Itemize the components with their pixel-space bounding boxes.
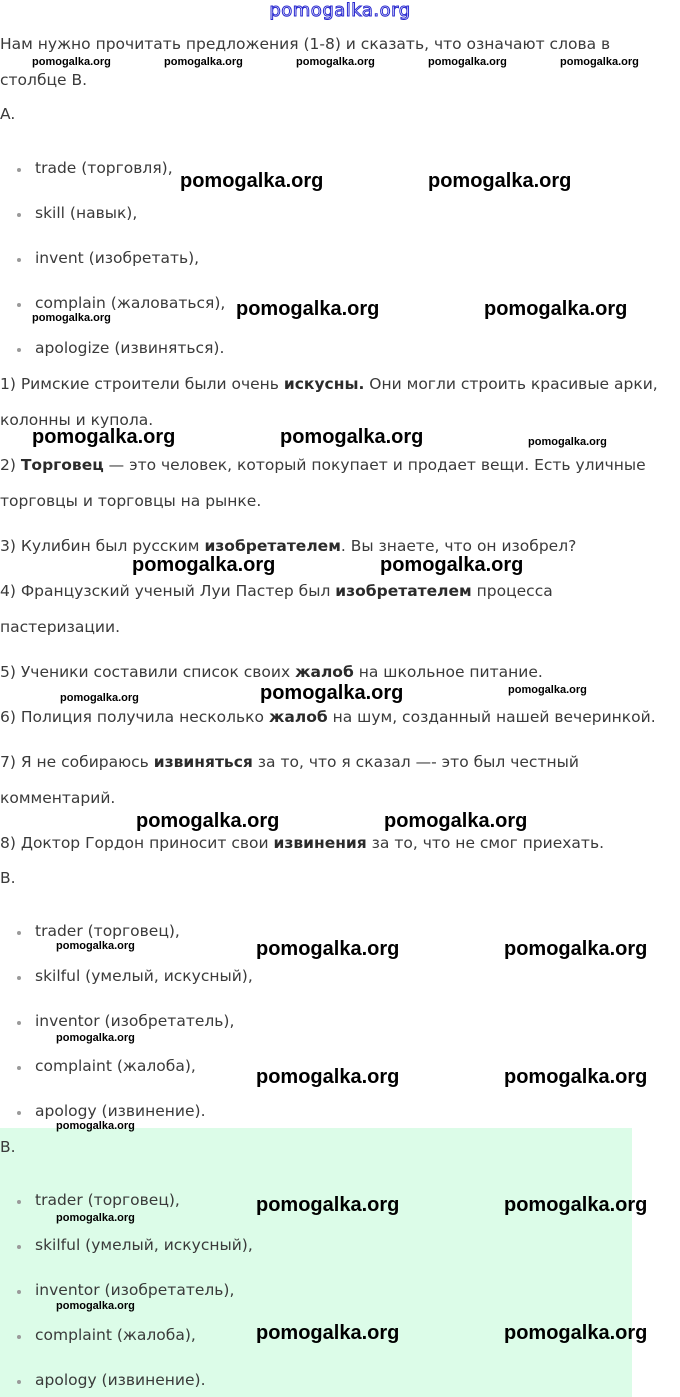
watermark: pomogalka.org [164, 56, 243, 68]
watermark: pomogalka.org [384, 810, 528, 832]
watermark: pomogalka.org [560, 56, 639, 68]
bullet-icon [17, 1290, 21, 1294]
watermark: pomogalka.org [504, 938, 648, 960]
watermark: pomogalka.org [56, 1032, 135, 1044]
bullet-icon [17, 1200, 21, 1204]
list-item: invent (изобретать), [35, 249, 200, 267]
sentence-5: 5) Ученики составили список своих жалоб на школьное питание. [0, 663, 543, 681]
bullet-icon [17, 1111, 21, 1115]
bullet-icon [17, 1066, 21, 1070]
bullet-icon [17, 1021, 21, 1025]
list-item: skill (навык), [35, 204, 138, 222]
watermark: pomogalka.org [428, 170, 572, 192]
intro-text-line2: столбце В. [0, 71, 88, 89]
watermark: pomogalka.org [504, 1066, 648, 1088]
watermark: pomogalka.org [256, 1194, 400, 1216]
list-item: apology (извинение). [35, 1102, 206, 1120]
watermark: pomogalka.org [32, 312, 111, 324]
bullet-icon [17, 1335, 21, 1339]
watermark: pomogalka.org [236, 298, 380, 320]
answer-heading: B. [0, 1138, 16, 1156]
watermark: pomogalka.org [136, 810, 280, 832]
watermark: pomogalka.org [132, 554, 276, 576]
watermark: pomogalka.org [256, 1066, 400, 1088]
bullet-icon [17, 976, 21, 980]
watermark: pomogalka.org [296, 56, 375, 68]
sentence-7-line2: комментарий. [0, 789, 116, 807]
sentence-6: 6) Полиция получила несколько жалоб на шум, созданный нашей вечеринкой. [0, 708, 656, 726]
sentence-2-line2: торговцы и торговцы на рынке. [0, 492, 262, 510]
watermark: pomogalka.org [504, 1322, 648, 1344]
watermark: pomogalka.org [256, 938, 400, 960]
sentence-7: 7) Я не собираюсь извиняться за то, что я сказал —- это был честный [0, 753, 579, 771]
sentence-8: 8) Доктор Гордон приносит свои извинения за то, что не смог приехать. [0, 834, 605, 852]
sentence-3: 3) Кулибин был русским изобретателем. Вы знаете, что он изобрел? [0, 537, 577, 555]
answer-highlight-box [0, 1128, 632, 1397]
bullet-icon [17, 348, 21, 352]
answer-list-item: complaint (жалоба), [35, 1326, 196, 1344]
sentence-2: 2) Торговец — это человек, который покупает и продает вещи. Есть уличные [0, 456, 646, 474]
answer-list-item: skilful (умелый, искусный), [35, 1236, 253, 1254]
intro-text: Нам нужно прочитать предложения (1-8) и сказать, что означают слова в [0, 35, 611, 53]
list-item: inventor (изобретатель), [35, 1012, 235, 1030]
list-item: apologize (извиняться). [35, 339, 225, 357]
watermark: pomogalka.org [280, 426, 424, 448]
list-item: trade (торговля), [35, 159, 173, 177]
watermark: pomogalka.org [60, 692, 139, 704]
answer-list-item: apology (извинение). [35, 1371, 206, 1389]
site-logo[interactable]: pomogalka.org [269, 0, 411, 21]
list-item: complaint (жалоба), [35, 1057, 196, 1075]
list-item: trader (торговец), [35, 922, 180, 940]
watermark: pomogalka.org [260, 682, 404, 704]
watermark: pomogalka.org [32, 56, 111, 68]
sentence-1-line2: колонны и купола. [0, 411, 154, 429]
watermark: pomogalka.org [380, 554, 524, 576]
section-a-heading: A. [0, 105, 16, 123]
answer-list-item: trader (торговец), [35, 1191, 180, 1209]
bullet-icon [17, 303, 21, 307]
watermark: pomogalka.org [56, 1300, 135, 1312]
watermark: pomogalka.org [484, 298, 628, 320]
watermark: pomogalka.org [32, 426, 176, 448]
bullet-icon [17, 258, 21, 262]
section-b-heading: B. [0, 869, 16, 887]
watermark: pomogalka.org [56, 1212, 135, 1224]
bullet-icon [17, 213, 21, 217]
bullet-icon [17, 1380, 21, 1384]
sentence-4-line2: пастеризации. [0, 618, 120, 636]
watermark: pomogalka.org [56, 1120, 135, 1132]
bullet-icon [17, 168, 21, 172]
watermark: pomogalka.org [56, 940, 135, 952]
bullet-icon [17, 931, 21, 935]
watermark: pomogalka.org [180, 170, 324, 192]
bullet-icon [17, 1245, 21, 1249]
sentence-4: 4) Французский ученый Луи Пастер был изобретателем процесса [0, 582, 553, 600]
watermark: pomogalka.org [504, 1194, 648, 1216]
watermark: pomogalka.org [528, 436, 607, 448]
sentence-1: 1) Римские строители были очень искусны. Они могли строить красивые арки, [0, 375, 658, 393]
watermark: pomogalka.org [256, 1322, 400, 1344]
watermark: pomogalka.org [508, 684, 587, 696]
list-item: complain (жаловаться), [35, 294, 226, 312]
watermark: pomogalka.org [428, 56, 507, 68]
list-item: skilful (умелый, искусный), [35, 967, 253, 985]
answer-list-item: inventor (изобретатель), [35, 1281, 235, 1299]
